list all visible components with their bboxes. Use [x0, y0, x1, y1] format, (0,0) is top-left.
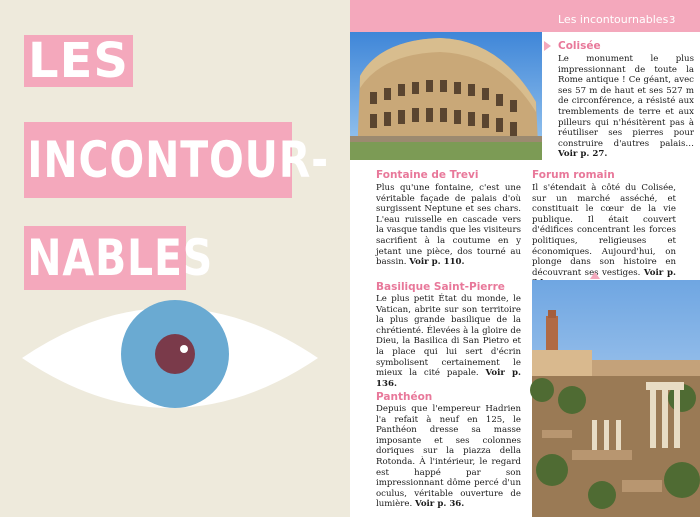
title-text-2: INCONTOUR- [27, 131, 330, 189]
page-number: 3 [669, 15, 676, 26]
trevi-text: Plus qu'une fontaine, c'est une véritable façade de palais d'où surgissent Neptune et ses chars. L'eau ruisselle en cascade vers la vasque tandis que les visiteurs sacrifient à la coutume en y jetant une pièce, dos tourné au bassin. Voir p. 110. [376, 183, 521, 268]
eye-highlight [180, 345, 188, 353]
pantheon-title: Panthéon [376, 391, 433, 403]
forum-ref: Voir p. [643, 267, 676, 278]
title-line-1 [24, 35, 133, 87]
forum-photo [532, 280, 700, 517]
colisee-marker [544, 41, 551, 51]
colisee-title: Colisée [558, 40, 601, 52]
forum-photo-marker [590, 272, 600, 279]
forum-text: Il s'étendait à côté du Colisée, sur un marché asséché, et constituait le cœur de la vie publique. Il était couvert d'édifices concentrant les forces politiques, religieuses et économiques. Aujourd'hui, on plonge dans son histoire en découvrant ses vestiges. Voir p. [532, 183, 676, 289]
trevi-title: Fontaine de Trevi [376, 169, 479, 181]
title-line-3 [24, 226, 214, 290]
eye-illustration [20, 298, 320, 416]
title-text-3: NABLES [27, 229, 214, 287]
forum-title: Forum romain [532, 169, 615, 181]
basilique-ref: Voir p. 136. [376, 368, 521, 389]
colosseum-photo [350, 32, 542, 160]
trevi-ref: Voir p. 110. [409, 257, 465, 268]
right-page [350, 0, 700, 517]
title-text-1: LES [28, 33, 129, 89]
eye-pupil [155, 334, 195, 374]
title-line-2 [24, 122, 330, 198]
pantheon-ref: Voir p. 36. [414, 499, 465, 510]
basilique-title: Basilique Saint-Pierre [376, 281, 505, 293]
running-header: Les incontournables [558, 13, 669, 26]
basilique-text: Le plus petit État du monde, le Vatican, abrite sur son territoire la plus grande basilique de la chrétienté. Élevées à la gloire de Dieu, la Basilica di San Pietro et la place qui lui sert d'écrin symbolisent certainement le mieux la cité papale. Voir p. 136. [376, 294, 521, 389]
colisee-text: Le monument le plus impressionnant de toute la Rome antique ! Ce géant, avec ses 57 m de haut et ses 527 m de circonférence, a résisté aux tremblements de terre et aux pilleurs qui n'hésitèrent pas à réutiliser ses pierres pour construire d'autres palais… Voir p. 27. [558, 54, 694, 160]
left-page [0, 0, 350, 517]
pantheon-text: Depuis que l'empereur Hadrien l'a refait à neuf en 125, le Panthéon dresse sa masse imposante et ses colonnes doriques sur la piazza della Rotonda. À l'intérieur, le regard est happé par son impressionnant dôme percé d'un oculus, véritable ouverture de lumière. Voir p. 36. [376, 404, 521, 510]
colisee-ref: Voir p. 27. [558, 149, 608, 160]
